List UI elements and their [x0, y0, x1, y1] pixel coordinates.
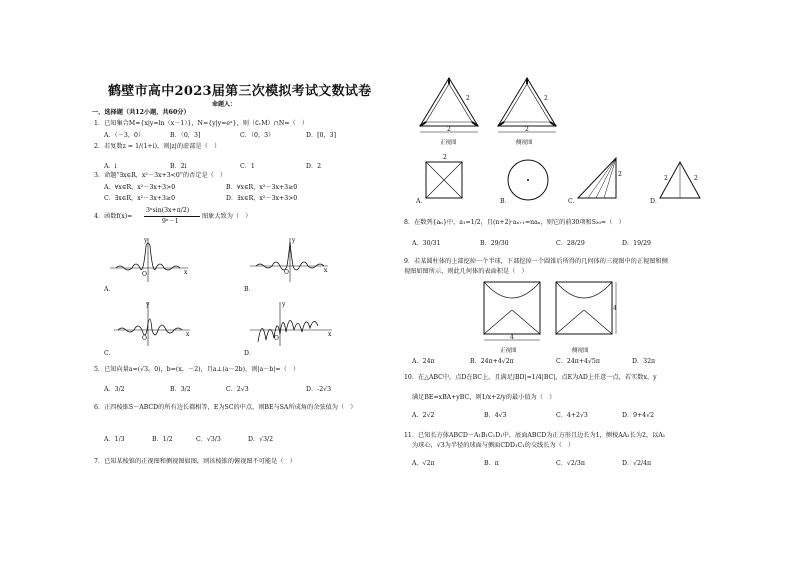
q5-text: 5．已知向量a=(√3，0)，b=(x，－2)，且a⊥(a－2b)，则|a－b|=（ ）	[94, 366, 300, 373]
q4-fraction-bar	[144, 216, 200, 217]
svg-text:O: O	[284, 269, 289, 276]
q3-opt-d: D．∃x∈R，x²－3x+3>0	[226, 195, 298, 202]
q6-opt-c: C．√3/3	[196, 436, 221, 443]
q11-opt-a: A．√2π	[412, 460, 435, 467]
svg-text:x: x	[324, 267, 328, 274]
q2-opt-b: B．2i	[170, 163, 187, 170]
q4-tail: 图象大致为（ ）	[202, 213, 252, 220]
q8-opt-b: B．29/30	[480, 240, 509, 247]
q2-text: 2．若复数z = 1/(1+i)，则|z|的虚部是（ ）	[94, 143, 221, 150]
svg-text:2: 2	[443, 154, 447, 161]
svg-text:2: 2	[694, 175, 698, 182]
q9-side-label: 侧视图	[572, 348, 589, 354]
q2-opt-a: A．i	[104, 163, 117, 170]
section-heading: 一、选择题（共12小题，共60分）	[92, 109, 190, 116]
q7-opt-b: B．	[500, 198, 511, 205]
q9-opt-d: D．32π	[632, 358, 656, 365]
q10-text-line2: 满足BE=xBA+yBC，则1/x+2/y的最小值为（ ）	[412, 394, 556, 401]
q8-opt-c: C．28/29	[556, 240, 585, 247]
q4-graph-b	[250, 236, 330, 284]
q5-opt-c: C．2√3	[226, 386, 249, 393]
svg-text:2: 2	[447, 126, 451, 133]
svg-text:O: O	[142, 335, 147, 342]
q7-opt-c: C．	[568, 198, 579, 205]
q2-opt-c: C．1	[240, 163, 255, 170]
svg-text:O: O	[274, 335, 279, 342]
q9-views	[482, 280, 618, 344]
svg-text:y: y	[146, 301, 150, 308]
q7-front-label: 正视图	[440, 140, 457, 146]
q10-text-line1: 10．在△ABC中，点D在BC上，且满足|BD|=1/4|BC|，点E为AD上任意一点，若实数x，y	[404, 374, 657, 381]
q7-opt-b-figure	[506, 158, 552, 204]
q6-opt-b: B．1/2	[152, 436, 173, 443]
q10-opt-d: D．9+4√2	[622, 412, 655, 419]
q9-text-line1: 9．若某圆柱体的上部挖掉一个半球，下部挖掉一个圆锥后所得的几何体的三视图中的正视图和侧	[404, 258, 668, 265]
q7-opt-d: D．	[650, 198, 662, 205]
q11-opt-c: C．√2/3π	[556, 460, 585, 467]
q4-graph-c	[114, 300, 194, 348]
q7-front-view	[418, 76, 480, 136]
svg-text:y: y	[144, 237, 148, 244]
q1-opt-b: B．（0，3]	[170, 132, 201, 139]
q4-graph-d	[250, 300, 336, 348]
q1-text: 1．已知集合M={x|y=ln（x－1）}，N={y|y=eˣ}，则（∁ᵣM）∩N=（ ）	[94, 120, 309, 127]
q1-opt-a: A．（－3，0）	[104, 132, 145, 139]
q5-opt-b: B．3/2	[170, 386, 191, 393]
setter-label: 命题人：	[212, 101, 237, 108]
q6-opt-d: D．√3/2	[248, 436, 274, 443]
q11-text-line1: 11．已知长方体ABCD－A₁B₁C₁D₁中，底面ABCD为正方形且边长为1，侧棱AA₁长为2，以A₁	[404, 432, 666, 439]
q4-opt-c: C．	[104, 350, 115, 357]
q10-opt-a: A．2√2	[412, 412, 435, 419]
q7-opt-d-figure	[658, 160, 704, 202]
q4-opt-d: D．	[244, 350, 256, 357]
q9-opt-a: A．24π	[412, 358, 435, 365]
q6-text: 6．正四棱锥S－ABCD的所有边长都相等，E为SC的中点，则BE与SA所成角的余弦值为（ ）	[94, 404, 357, 411]
q5-opt-d: D．-2√3	[306, 386, 332, 393]
svg-text:x: x	[184, 269, 188, 276]
q11-opt-b: B．π	[484, 460, 499, 467]
q4-opt-b: B．	[244, 286, 255, 293]
q9-opt-c: C．24π+4√5π	[556, 358, 600, 365]
q5-opt-a: A．3/2	[104, 386, 125, 393]
q4-denominator: 9ˣ－1	[162, 218, 179, 225]
q4-numerator: 3ˣsin(3x+π/2)	[146, 207, 190, 214]
svg-text:x: x	[328, 331, 332, 338]
q7-side-label: 侧视图	[516, 140, 533, 146]
q8-text: 8．在数列{aₙ}中，a₁=1/2，且(n+2)·aₙ₊₁=naₙ，则它的前30项和S₃₀=（ ）	[404, 219, 625, 226]
q11-text-line2: 为球心，√3为半径的球面与侧面CDD₁C₁的交线长为（ ）	[412, 442, 575, 449]
q10-opt-c: C．4+2√3	[556, 412, 588, 419]
q9-front-label: 正视图	[500, 348, 517, 354]
q7-opt-c-figure	[576, 156, 620, 202]
q7-opt-a-figure	[424, 154, 464, 200]
svg-text:2: 2	[544, 95, 548, 102]
q9-text-line2: 视图如图所示，则此几何体的表面积是（ ）	[404, 268, 528, 275]
svg-text:y: y	[292, 237, 296, 244]
svg-text:2: 2	[618, 171, 622, 178]
q11-opt-d: D．√2/4π	[622, 460, 652, 467]
q3-text: 3．命题“∃x∈R，x²－3x+3<0”的否定是（ ）	[94, 172, 227, 179]
svg-text:2: 2	[525, 126, 529, 133]
svg-text:4: 4	[510, 334, 514, 341]
q4-text: 4．函数f(x)=	[94, 213, 133, 220]
q7-side-view	[496, 76, 558, 136]
q7-opt-a: A．	[416, 198, 427, 205]
q8-opt-d: D．19/29	[622, 240, 651, 247]
svg-text:2: 2	[664, 175, 668, 182]
q4-graph-a	[110, 236, 190, 284]
q4-opt-a: A．	[104, 286, 115, 293]
q3-opt-b: B．∀x∈R，x²－3x+3≥0	[226, 184, 298, 191]
q1-opt-d: D．[0，3]	[306, 132, 337, 139]
q3-opt-a: A．∀x∈R，x²－3x+3>0	[104, 184, 176, 191]
q10-opt-b: B．4√3	[484, 412, 507, 419]
q7-text: 7．已知某棱锥的正视图和侧视图如图，则该棱锥的俯视图不可能是（ ）	[94, 458, 296, 465]
svg-text:2: 2	[466, 95, 470, 102]
svg-text:y: y	[282, 301, 286, 308]
q2-opt-d: D．2	[306, 163, 322, 170]
svg-text:4: 4	[613, 305, 617, 312]
q6-opt-a: A．1/3	[104, 436, 125, 443]
svg-text:O: O	[142, 271, 147, 278]
q8-opt-a: A．30/31	[412, 240, 441, 247]
q1-opt-c: C．（0，3）	[240, 132, 275, 139]
page-title: 鹤壁市高中2023届第三次模拟考试文数试卷	[108, 84, 372, 99]
svg-text:x: x	[186, 331, 190, 338]
q9-opt-b: B．24π+4√2π	[470, 358, 514, 365]
q3-opt-c: C．∃x∈R，x²－3x+3≥0	[104, 195, 176, 202]
